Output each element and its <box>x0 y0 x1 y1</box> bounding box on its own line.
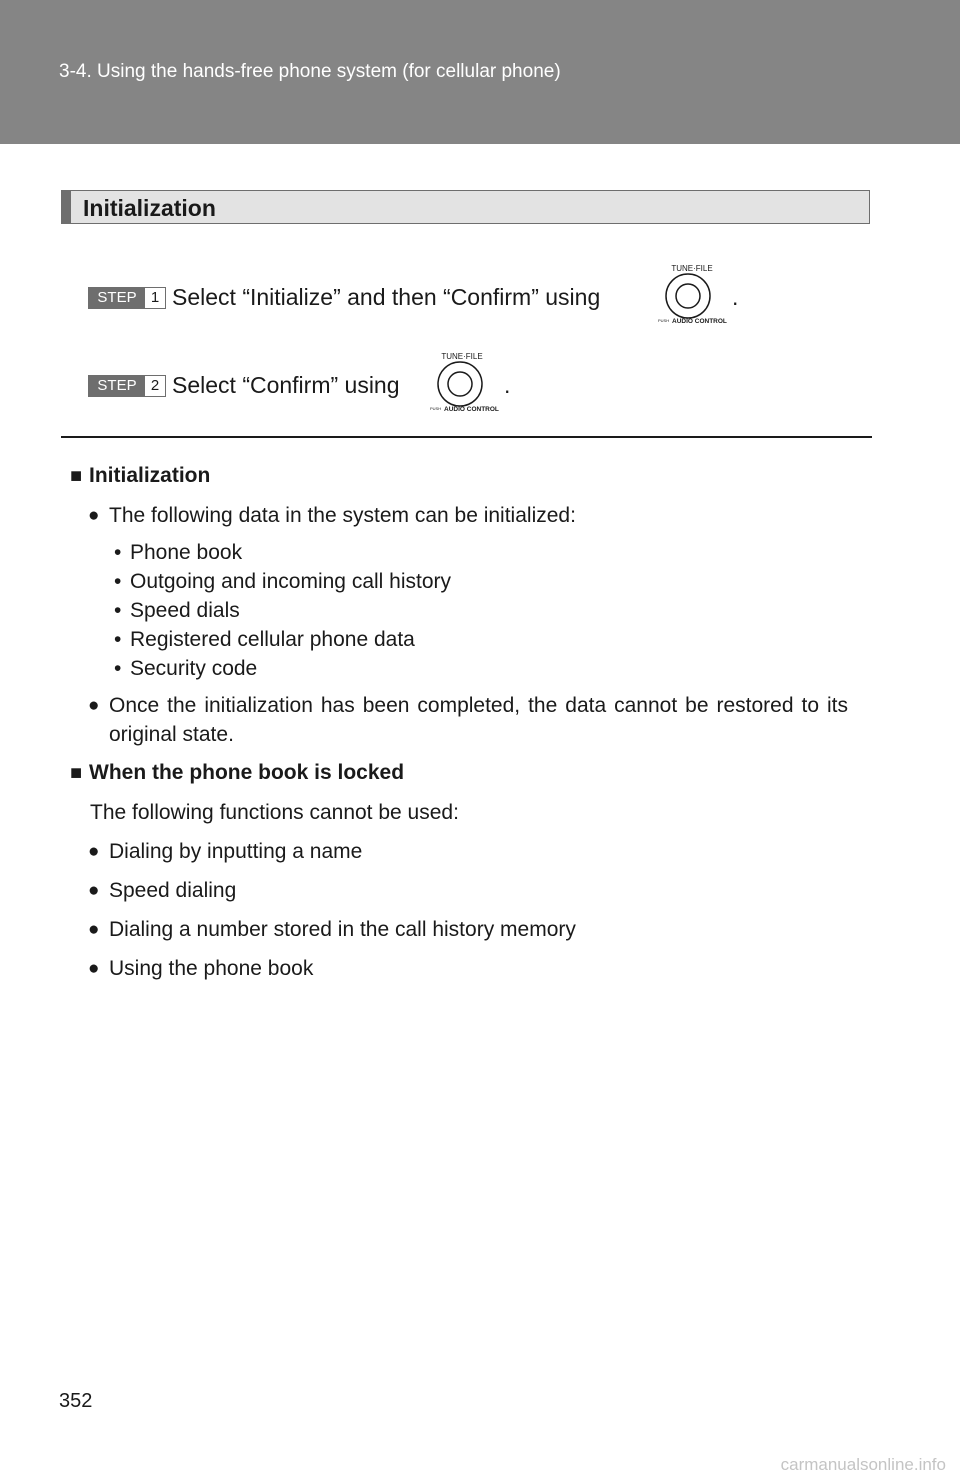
bullet-text: Speed dialing <box>109 879 237 902</box>
note-heading-text: When the phone book is locked <box>89 761 405 784</box>
step-2 <box>88 350 588 420</box>
circle-bullet-icon: ● <box>88 919 100 940</box>
section-accent <box>62 191 71 223</box>
step-1-period: . <box>732 284 739 310</box>
note-heading-initialization <box>70 462 870 492</box>
knob-bottom-label: AUDIO CONTROL <box>672 318 727 325</box>
step-label: STEP <box>89 288 145 308</box>
knob-push-label: PUSH <box>430 406 442 411</box>
step-number: 1 <box>150 289 160 306</box>
square-bullet-icon: ■ <box>70 465 83 487</box>
circle-bullet-icon: ● <box>88 505 100 526</box>
list-item <box>70 691 870 749</box>
bullet-text: The following data in the system can be initialized: <box>109 504 576 527</box>
bullet-text: Once the initialization has been completed, the data cannot be restored to its original state. <box>109 694 848 746</box>
list-item <box>70 954 870 983</box>
step-2-text: Select “Confirm” using <box>172 372 400 398</box>
circle-bullet-icon: ● <box>88 695 100 716</box>
note-heading-text: Initialization <box>89 464 211 487</box>
section-title: Initialization <box>83 195 216 221</box>
notes-section <box>70 462 870 993</box>
step-2-period: . <box>504 372 511 398</box>
page-number: 352 <box>59 1390 93 1412</box>
bullet-text: Using the phone book <box>109 957 314 980</box>
bullet-text: Dialing a number stored in the call history memory <box>109 918 576 941</box>
knob-bottom-label: AUDIO CONTROL <box>444 406 499 413</box>
step-badge-1 <box>88 287 166 309</box>
section-heading-bar <box>61 190 870 224</box>
initialized-data-list <box>70 538 870 683</box>
knob-push-label: PUSH <box>658 318 670 323</box>
list-item: • Security code <box>114 654 870 683</box>
step-label: STEP <box>89 376 145 396</box>
bullet-text: Dialing by inputting a name <box>109 840 363 863</box>
list-item <box>70 837 870 866</box>
list-item: • Phone book <box>114 538 870 567</box>
page-header <box>0 0 960 144</box>
list-item <box>70 876 870 905</box>
section-divider <box>61 436 872 438</box>
knob-top-label: TUNE·FILE <box>441 352 483 361</box>
knob-top-label: TUNE·FILE <box>671 264 713 273</box>
circle-bullet-icon: ● <box>88 958 100 979</box>
step-1 <box>88 262 868 332</box>
note-heading-phonebook-locked <box>70 759 870 789</box>
note-intro: The following functions cannot be used: <box>90 801 459 824</box>
step-1-text: Select “Initialize” and then “Confirm” using <box>172 284 601 310</box>
list-item <box>70 915 870 944</box>
circle-bullet-icon: ● <box>88 880 100 901</box>
list-item: • Registered cellular phone data <box>114 625 870 654</box>
square-bullet-icon: ■ <box>70 762 83 784</box>
chapter-title: 3-4. Using the hands-free phone system (for cellular phone) <box>59 61 561 82</box>
circle-bullet-icon: ● <box>88 841 100 862</box>
list-item: • Outgoing and incoming call history <box>114 567 870 596</box>
list-item <box>70 501 870 530</box>
step-badge-2 <box>88 375 166 397</box>
list-item: • Speed dials <box>114 596 870 625</box>
watermark: carmanualsonline.info <box>780 1455 946 1474</box>
step-number: 2 <box>150 377 160 394</box>
